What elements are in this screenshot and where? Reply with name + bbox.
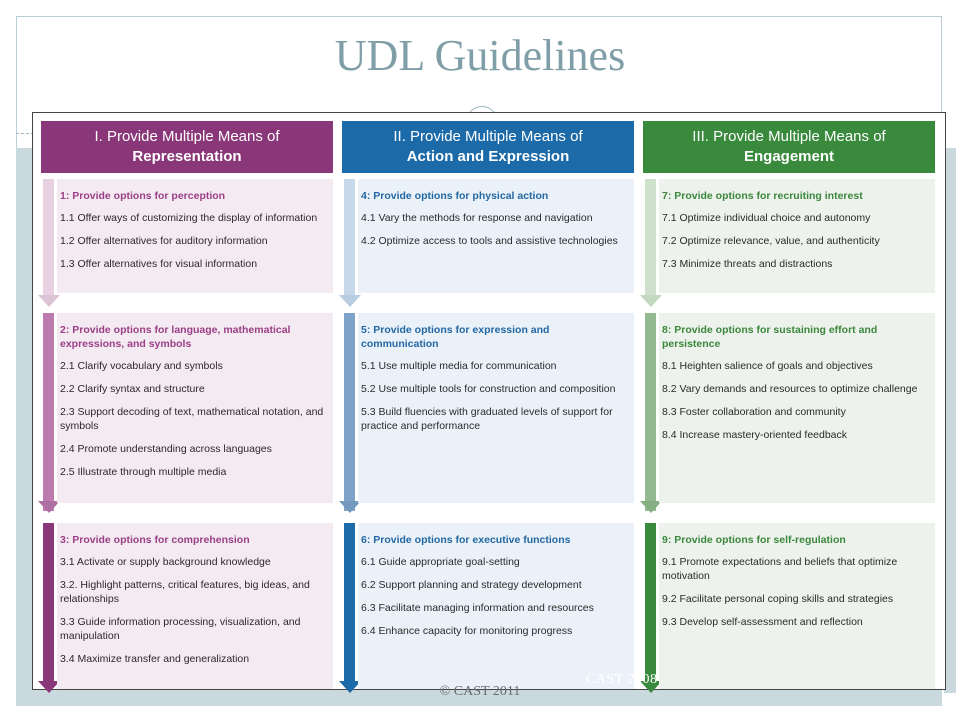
checkpoint-item: 1.1 Offer ways of customizing the display of information xyxy=(60,212,318,224)
checkpoint-item: 7.3 Minimize threats and distractions xyxy=(662,258,833,270)
checkpoint-item: 2.1 Clarify vocabulary and symbols xyxy=(60,360,223,372)
guideline-box xyxy=(358,179,634,293)
column-header-strong: Representation xyxy=(132,148,242,165)
column-header xyxy=(342,121,634,173)
checkpoint-item: 8.2 Vary demands and resources to optimize challenge xyxy=(662,383,918,395)
guideline-box xyxy=(57,313,333,503)
checkpoint-item: 1.3 Offer alternatives for visual information xyxy=(60,258,258,270)
guideline-box xyxy=(57,523,333,689)
checkpoint-item: 5.1 Use multiple media for communication xyxy=(361,360,557,372)
column-header xyxy=(41,121,333,173)
flow-rail xyxy=(43,523,54,685)
slide-title: UDL Guidelines xyxy=(334,31,626,80)
flow-rail xyxy=(344,179,355,295)
checkpoint-item: 1.2 Offer alternatives for auditory information xyxy=(60,235,268,247)
column-header-strong: Action and Expression xyxy=(406,148,570,165)
guideline-heading: 9: Provide options for self-regulation xyxy=(662,534,846,546)
checkpoint-item: 3.4 Maximize transfer and generalization xyxy=(60,653,250,665)
checkpoint-item: 4.1 Vary the methods for response and navigation xyxy=(361,212,593,224)
guideline-box xyxy=(57,179,333,293)
checkpoint-item: 9.3 Develop self-assessment and reflection xyxy=(662,616,863,628)
flow-rail xyxy=(344,523,355,685)
guideline-box xyxy=(358,313,634,503)
checkpoint-item: 8.1 Heighten salience of goals and objectives xyxy=(662,360,873,372)
checkpoint-item: 6.4 Enhance capacity for monitoring progress xyxy=(361,625,573,637)
checkpoint-item: 9.1 Promote expectations and beliefs that optimize motivation xyxy=(662,556,898,582)
checkpoint-item: 2.3 Support decoding of text, mathematical notation, and symbols xyxy=(60,406,324,432)
down-arrow-icon xyxy=(640,295,662,307)
column-engagement xyxy=(643,121,935,689)
guideline-box xyxy=(659,313,935,503)
flow-rail xyxy=(645,313,656,511)
guideline-box xyxy=(659,179,935,293)
checkpoint-item: 2.2 Clarify syntax and structure xyxy=(60,383,205,395)
checkpoint-item: 2.5 Illustrate through multiple media xyxy=(60,466,227,478)
flow-rail xyxy=(645,523,656,685)
checkpoint-item: 5.2 Use multiple tools for construction and composition xyxy=(361,383,616,395)
checkpoint-item: 3.2. Highlight patterns, critical features, big ideas, and relationships xyxy=(60,579,310,605)
checkpoint-item: 7.1 Optimize individual choice and autonomy xyxy=(662,212,871,224)
checkpoint-item: 2.4 Promote understanding across languages xyxy=(60,443,272,455)
column-header-strong: Engagement xyxy=(743,148,834,165)
column-action-expression xyxy=(342,121,634,689)
guideline-heading: 6: Provide options for executive functions xyxy=(361,534,571,546)
checkpoint-item: 9.2 Facilitate personal coping skills and strategies xyxy=(662,593,894,605)
flow-rail xyxy=(43,179,54,295)
guideline-heading: 3: Provide options for comprehension xyxy=(60,534,250,546)
checkpoint-item: 6.2 Support planning and strategy development xyxy=(361,579,582,591)
column-representation xyxy=(41,121,333,689)
checkpoint-item: 8.4 Increase mastery-oriented feedback xyxy=(662,429,848,441)
checkpoint-item: 5.3 Build fluencies with graduated levels of support for practice and performance xyxy=(361,406,613,432)
guideline-heading: 4: Provide options for physical action xyxy=(361,190,549,202)
side-band-left xyxy=(16,148,32,693)
guideline-heading: 8: Provide options for sustaining effort and persistence xyxy=(662,324,878,350)
checkpoint-item: 3.3 Guide information processing, visualization, and manipulation xyxy=(60,616,301,642)
footer-copyright: © CAST 2011 xyxy=(439,684,521,699)
flow-rail xyxy=(344,313,355,511)
flow-rail xyxy=(645,179,656,295)
column-header xyxy=(643,121,935,173)
column-header-lead: II. Provide Multiple Means of xyxy=(393,128,583,145)
checkpoint-item: 7.2 Optimize relevance, value, and authenticity xyxy=(662,235,880,247)
checkpoint-item: 3.1 Activate or supply background knowledge xyxy=(60,556,271,568)
guideline-box xyxy=(659,523,935,689)
footer-source: CAST 2008 xyxy=(586,672,658,687)
checkpoint-item: 6.1 Guide appropriate goal-setting xyxy=(361,556,520,568)
udl-chart xyxy=(32,112,946,690)
guideline-heading: 7: Provide options for recruiting interest xyxy=(662,190,863,202)
column-header-lead: III. Provide Multiple Means of xyxy=(692,128,886,145)
column-header-lead: I. Provide Multiple Means of xyxy=(94,128,280,145)
flow-rail xyxy=(43,313,54,511)
guideline-heading: 2: Provide options for language, mathematical expressions, and symbols xyxy=(60,324,291,350)
checkpoint-item: 6.3 Facilitate managing information and resources xyxy=(361,602,594,614)
checkpoint-item: 8.3 Foster collaboration and community xyxy=(662,406,846,418)
checkpoint-item: 4.2 Optimize access to tools and assistive technologies xyxy=(361,235,618,247)
guideline-heading: 5: Provide options for expression and communication xyxy=(361,324,550,350)
down-arrow-icon xyxy=(339,295,361,307)
guideline-box xyxy=(358,523,634,689)
down-arrow-icon xyxy=(38,295,60,307)
guideline-heading: 1: Provide options for perception xyxy=(60,190,226,202)
